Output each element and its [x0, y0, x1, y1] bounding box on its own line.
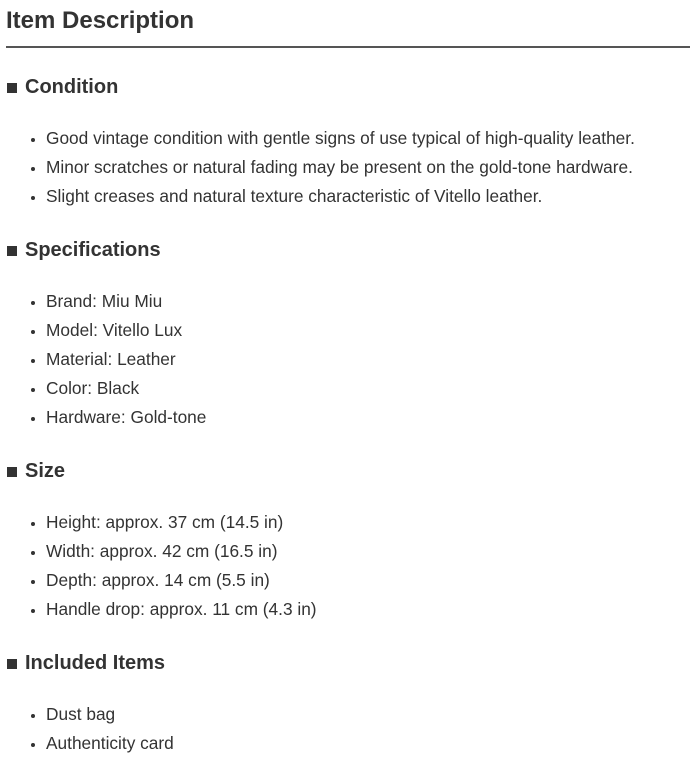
list-item: • Model: Vitello Lux	[46, 316, 690, 345]
list-item: • Authenticity card	[46, 729, 690, 758]
list-item: • Slight creases and natural texture characteristic of Vitello leather.	[46, 182, 690, 211]
specifications-list	[6, 287, 690, 432]
black-square-icon	[7, 83, 17, 93]
black-square-icon	[7, 246, 17, 256]
section-heading-included-items	[6, 651, 690, 675]
list-item: • Minor scratches or natural fading may be present on the gold-tone hardware.	[46, 153, 690, 182]
section-heading-label: Size	[25, 460, 66, 482]
list-item: • Width: approx. 42 cm (16.5 in)	[46, 537, 690, 566]
section-heading-specifications	[6, 238, 690, 262]
list-item: • Handle drop: approx. 11 cm (4.3 in)	[46, 595, 690, 624]
section-heading-label: Condition	[25, 76, 119, 98]
list-item: • Color: Black	[46, 374, 690, 403]
list-item: • Hardware: Gold-tone	[46, 403, 690, 432]
page-title: Item Description	[6, 7, 195, 34]
section-condition	[6, 75, 690, 211]
included-items-list	[6, 700, 690, 758]
list-item: • Depth: approx. 14 cm (5.5 in)	[46, 566, 690, 595]
section-heading-size	[6, 459, 690, 483]
size-list	[6, 508, 690, 624]
section-specifications	[6, 238, 690, 432]
list-item: • Height: approx. 37 cm (14.5 in)	[46, 508, 690, 537]
black-square-icon	[7, 467, 17, 477]
title-divider	[6, 46, 690, 48]
section-size	[6, 459, 690, 624]
condition-list	[6, 124, 690, 211]
black-square-icon	[7, 659, 17, 669]
list-item: • Dust bag	[46, 700, 690, 729]
list-item: • Good vintage condition with gentle signs of use typical of high-quality leather.	[46, 124, 690, 153]
list-item: • Brand: Miu Miu	[46, 287, 690, 316]
list-item: • Material: Leather	[46, 345, 690, 374]
section-heading-label: Included Items	[25, 652, 166, 674]
section-included-items	[6, 651, 690, 758]
section-heading-label: Specifications	[25, 239, 161, 261]
section-heading-condition	[6, 75, 690, 99]
